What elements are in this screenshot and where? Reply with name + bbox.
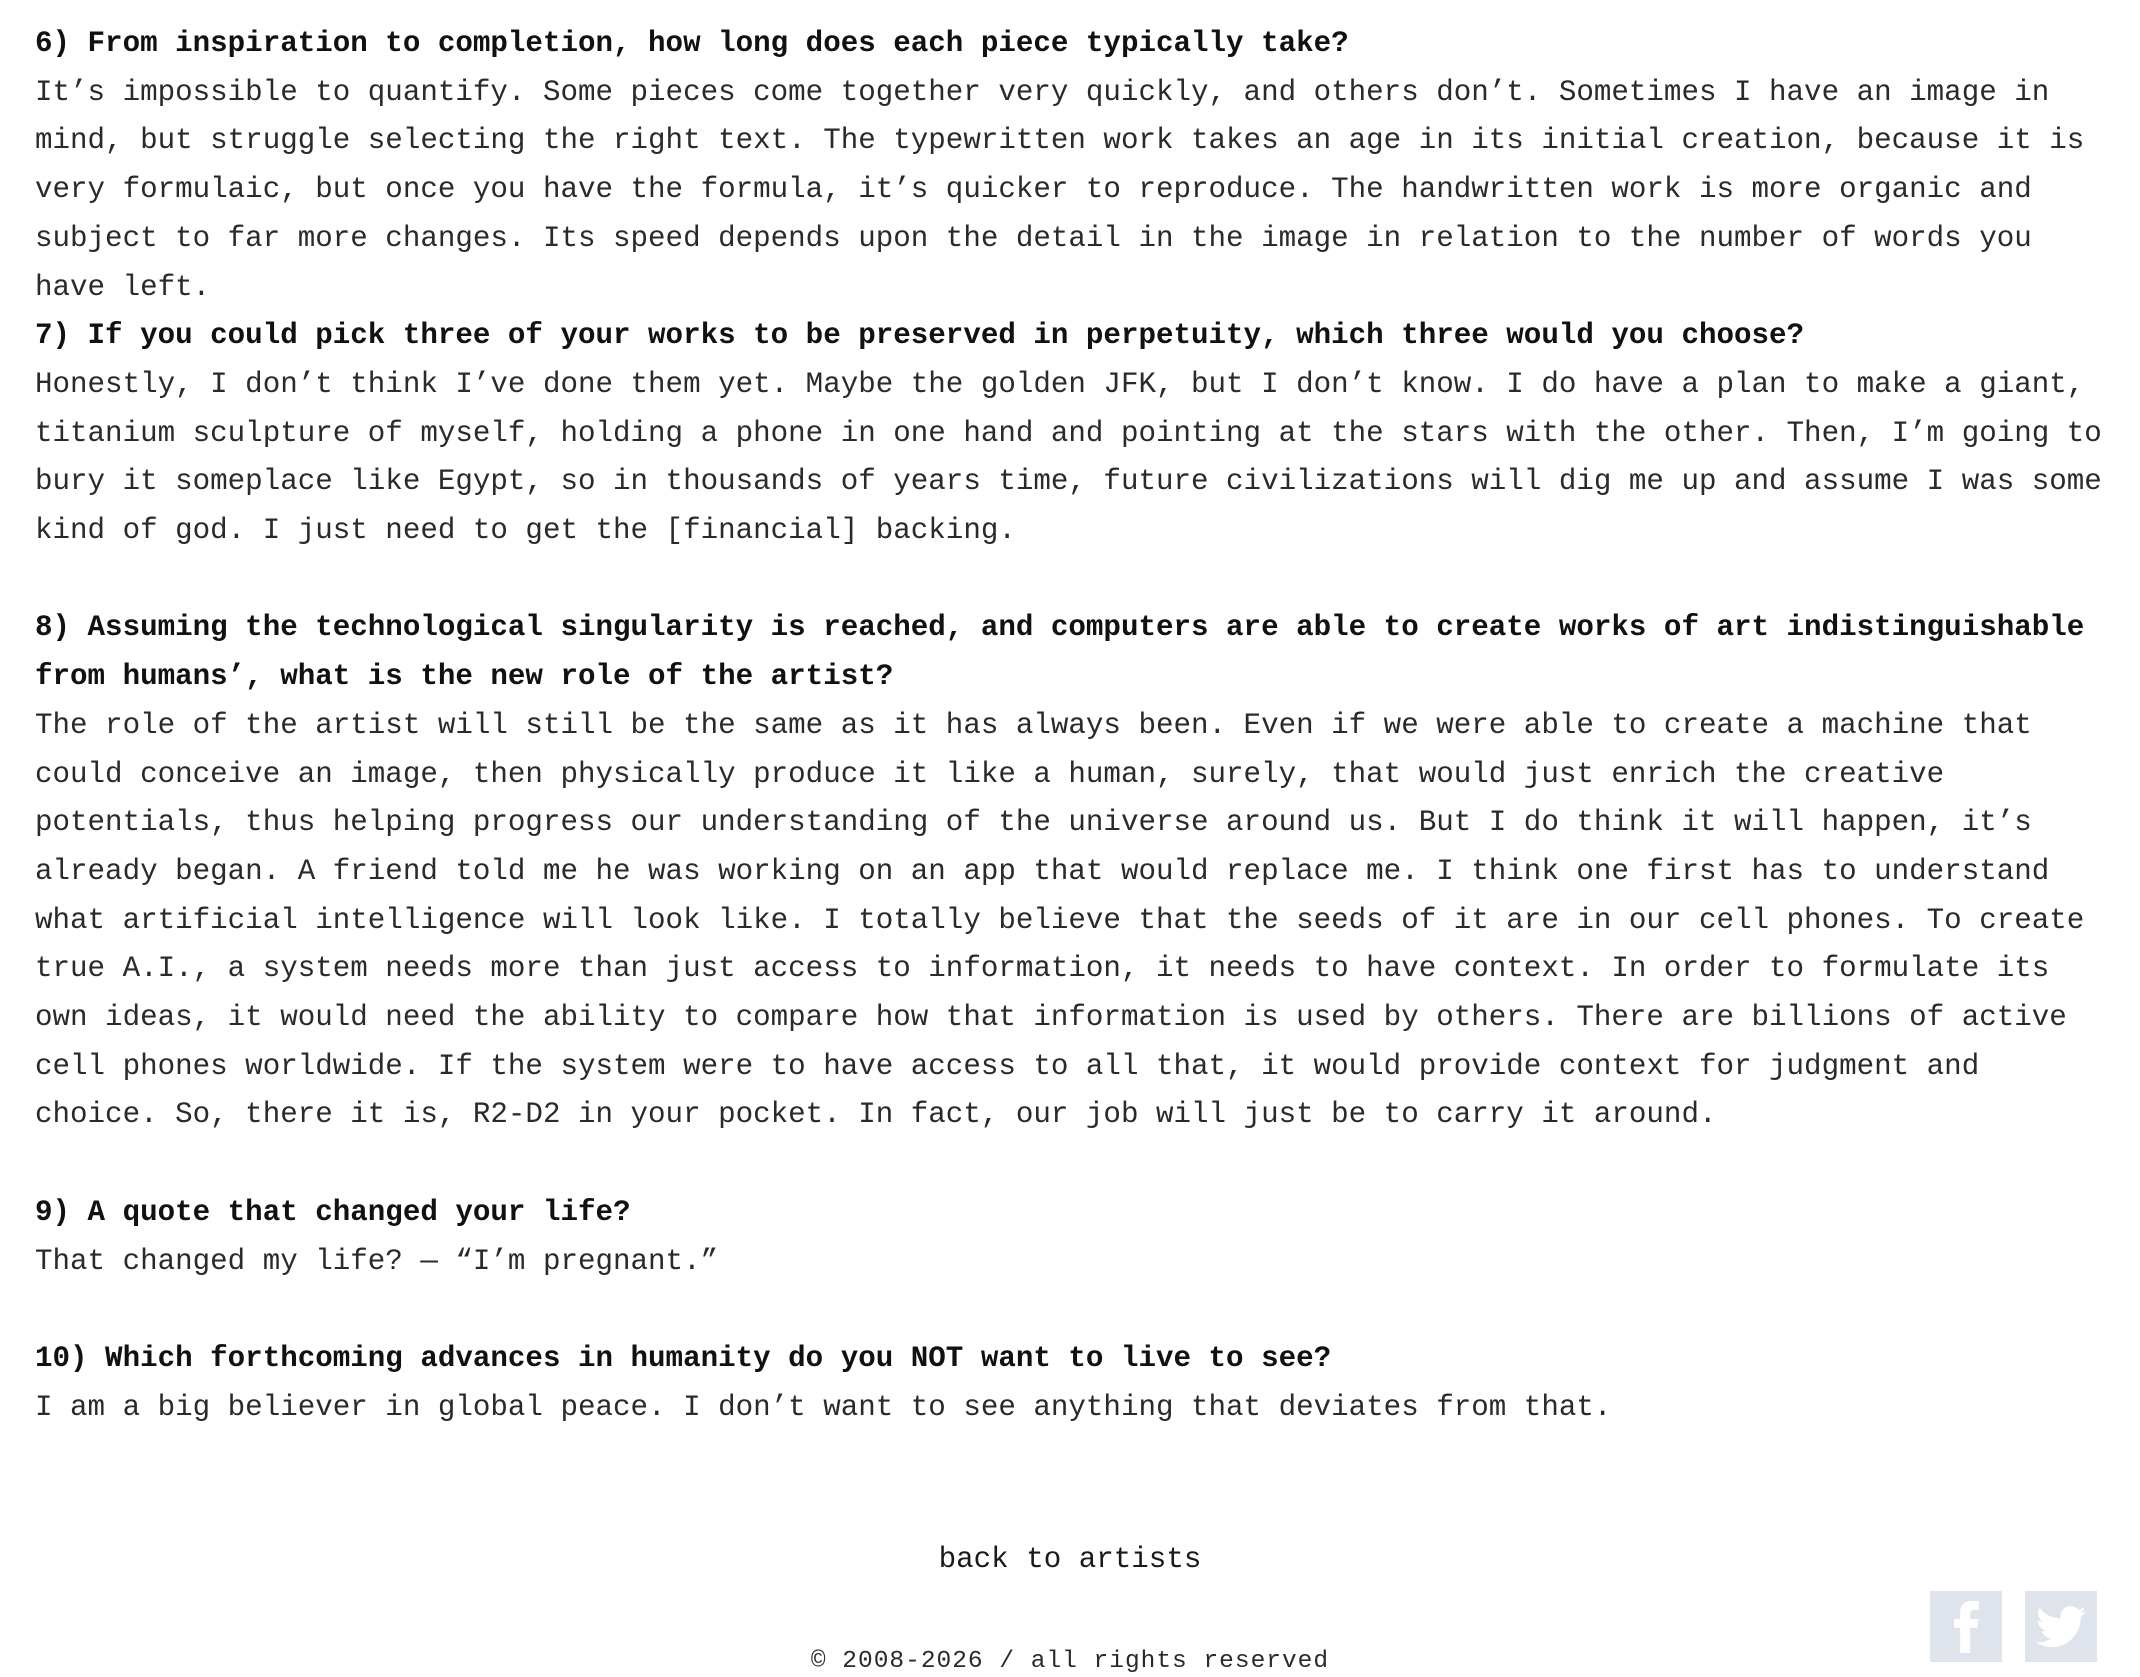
facebook-icon [1944,1601,1988,1653]
qa-item-6 [35,20,2115,312]
interview-content [35,20,2115,1432]
question-9: 9) A quote that changed your life? [35,1195,631,1229]
answer-9: That changed my life? — “I’m pregnant.” [35,1244,719,1278]
spacer [35,1140,2115,1189]
spacer [35,556,2115,605]
twitter-icon [2036,1606,2086,1648]
question-7: 7) If you could pick three of your works to be preserved in perpetuity, which three would you choose? [35,319,1805,353]
qa-item-7 [35,312,2115,556]
qa-item-9 [35,1189,2115,1286]
question-10: 10) Which forthcoming advances in humanity do you NOT want to live to see? [35,1341,1332,1375]
answer-7: Honestly, I don’t think I’ve done them yet. Maybe the golden JFK, but I don’t know. I do have a plan to make a giant, titanium sculpture of myself, holding a phone in one hand and pointing at the stars with the other. Then, I’m going to bury it someplace like Egypt, so in thousands of years time, future civilizations will dig me up and assume I was some kind of god. I just need to get the [financial] backing. [35,367,2102,548]
question-8: 8) Assuming the technological singularity is reached, and computers are able to create works of art indistinguishable from humans’, what is the new role of the artist? [35,611,2085,694]
back-to-artists-link[interactable]: back to artists [938,1543,1202,1576]
answer-8: The role of the artist will still be the same as it has always been. Even if we were able to create a machine that could conceive an image, then physically produce it like a human, surely, that would just enrich the creative potentials, thus helping progress our understanding of the universe around us. But I do think it will happen, it’s already began. A friend told me he was working on an app that would replace me. I think one first has to understand what artificial intelligence will look like. I totally believe that the seeds of it are in our cell phones. To create true A.I., a system needs more than just access to information, it needs to have context. In order to formulate its own ideas, it would need the ability to compare how that information is used by others. There are billions of active cell phones worldwide. If the system were to have access to all that, it would provide context for judgment and choice. So, there it is, R2-D2 in your pocket. In fact, our job will just be to carry it around. [35,708,2085,1132]
question-6: 6) From inspiration to completion, how long does each piece typically take? [35,27,1349,60]
copyright-footer: © 2008-2026 / all rights reserved [810,1648,1330,1675]
answer-10: I am a big believer in global peace. I don’t want to see anything that deviates from that. [35,1390,1612,1424]
qa-item-8 [35,604,2115,1140]
answer-6: It’s impossible to quantify. Some pieces come together very quickly, and others don’t. Sometimes I have an image in mind, but struggle selecting the right text. The typewritten work takes an age in its initial creation, because it is very formulaic, but once you have the formula, it’s quicker to reproduce. The handwritten work is more organic and subject to far more changes. Its speed depends upon the detail in the image in relation to the number of words you have left. [35,75,2085,304]
qa-item-10 [35,1335,2115,1432]
spacer [35,1286,2115,1335]
